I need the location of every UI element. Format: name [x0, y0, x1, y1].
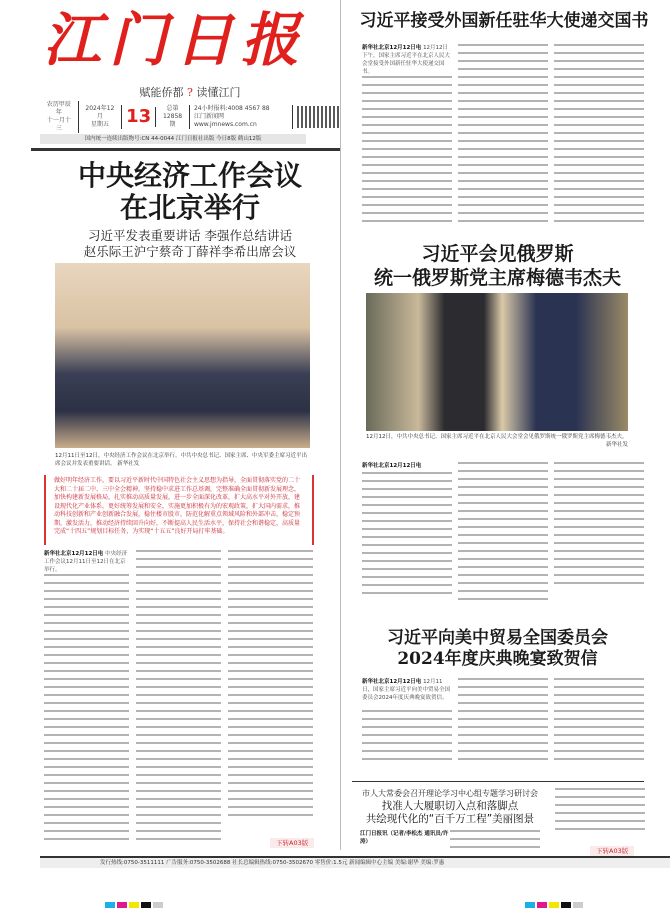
lead-photo[interactable]: [55, 263, 310, 448]
lead-headline[interactable]: 中央经济工作会议 在北京举行: [77, 159, 302, 224]
medvedev-photo[interactable]: [366, 293, 628, 431]
lunar-date: 农历甲辰年 十一月十三: [40, 101, 79, 133]
highlight-box: 做好明年经济工作，要以习近平新时代中国特色社会主义思想为指导，全面贯彻落实党的二十大和二十届二中、三中全会精神，坚持稳中求进工作总基调，完整准确全面贯彻新发展理念，加快构建新发展格局，扎实推动高质量发展，进一步全面深化改革，扩大高水平对外开放，建设现代化产业体系，更好统筹发展和安全，实施更加积极有为的宏观政策，扩大国内需求，推动科技创新和产业创新融合发展，稳住楼市股市，防范化解重点领域风险和外部冲击，稳定预期，激发活力，推动经济持续回升向好，不断提高人民生活水平，保持社会和谐稳定，高质量完成“十四五”规划目标任务，为实现“十五五”良好开局打牢基础。: [44, 475, 314, 545]
text-lines: [136, 550, 221, 846]
slogan-right: 读懂江门: [196, 86, 241, 99]
npc-headline[interactable]: 找准人大履职切入点和落脚点 共绘现代化的“百千万工程”美丽图景: [365, 800, 535, 825]
medvedev-body: 新华社北京12月12日电: [362, 463, 422, 469]
text-lines: [362, 76, 452, 226]
lead-body-col1: 新华社北京12月12日电 中央经济工作会议12月11日至12日在北京举行。: [44, 551, 128, 573]
turn-page-link[interactable]: 下转A03版: [590, 838, 634, 857]
text-lines: [458, 462, 548, 600]
issue-number: 总第 12858期: [156, 105, 190, 129]
envoys-headline[interactable]: 习近平接受外国新任驻华大使递交国书: [359, 11, 649, 31]
slogan-separator: ?: [187, 86, 193, 99]
issue-info: [40, 101, 340, 132]
column-divider: [340, 0, 341, 850]
registration-bar: 国内统一连续出版物号:CN 44-0044 江门日报社出版 今日8版 鹤山12版: [40, 134, 306, 144]
uschina-body: 新华社北京12月12日电 12月11日，国家主席习近平向美中贸易全国委员会2024年度庆典晚宴致贺信。: [362, 679, 451, 701]
text-lines: [362, 472, 452, 600]
npc-body: 江门日报讯（记者/李松杰 通讯员/许涛）: [360, 831, 449, 845]
envoys-body: 新华社北京12月12日电 12月12日下午，国家主席习近平在北京人民大会堂接受外国新任驻华大使递交国书。: [362, 45, 451, 75]
text-lines: [450, 830, 540, 852]
footer-bar: 发行热线:0750-3511111 广告服务:0750-3502688 社长总编辑热线:0750-3502670 零售价:1.5元 新闻编辑中心主编 美编:谢华 美编:罗惠: [40, 856, 670, 868]
lead-caption: 12月11日至12日，中央经济工作会议在北京举行。中共中央总书记、国家主席、中央军委主席习近平出席会议并发表重要讲话。 新华社发: [55, 453, 307, 467]
divider: [352, 781, 644, 782]
text-lines: [458, 44, 548, 226]
medvedev-headline[interactable]: 习近平会见俄罗斯 统一俄罗斯党主席梅德韦杰夫: [373, 243, 621, 289]
text-lines: [44, 574, 129, 846]
slogan: [40, 84, 340, 100]
day-number: 13: [122, 107, 156, 127]
slogan-left: 赋能侨都: [139, 86, 184, 99]
text-lines: [458, 678, 548, 764]
npc-kicker: 市人大常委会召开理论学习中心组专题学习研讨会: [362, 789, 538, 798]
text-lines: [362, 710, 452, 764]
uschina-headline[interactable]: 习近平向美中贸易全国委员会 2024年度庆典晚宴致贺信: [387, 628, 608, 669]
masthead-logo: 江门日报: [42, 6, 307, 74]
turn-page-link[interactable]: 下转A03版: [270, 830, 314, 849]
qr-code-icon[interactable]: [297, 106, 340, 128]
date: 2024年12月 星期五: [79, 105, 122, 129]
text-lines: [228, 550, 313, 820]
medvedev-caption: 12月12日，中共中央总书记、国家主席习近平在北京人民大会堂会见俄罗斯统一俄罗斯党主席梅德韦杰夫。 新华社发: [366, 434, 628, 448]
lead-subheadline: 习近平发表重要讲话 李强作总结讲话 赵乐际王沪宁蔡奇丁薛祥李希出席会议: [83, 228, 297, 259]
text-lines: [554, 462, 644, 590]
hotline: 24小时报料:4008 4567 88 江门新闻网 www.jmnews.com.cn: [190, 105, 293, 129]
text-lines: [554, 678, 644, 764]
text-lines: [555, 788, 645, 836]
divider: [31, 148, 340, 151]
text-lines: [554, 44, 644, 226]
